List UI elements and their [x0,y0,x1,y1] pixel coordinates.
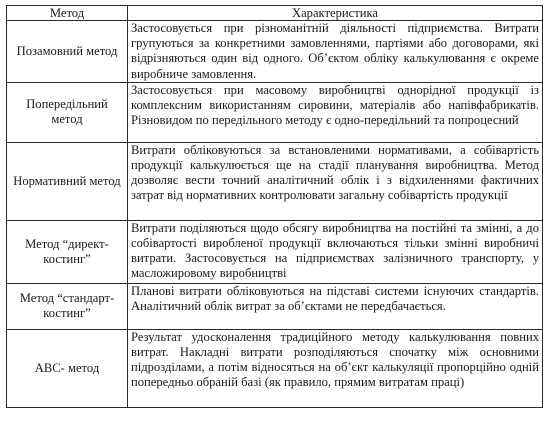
table-row [7,283,543,329]
method-cell: Метод “стандарт-костинг” [7,283,128,329]
header-method: Метод [7,6,128,21]
table-row [7,329,543,407]
method-cell: Позамовний метод [7,21,128,83]
table-row [7,21,543,83]
method-cell: Нормативний метод [7,142,128,220]
characteristic-cell: Витрати обліковуються за встановленими нормативами, а собівартість продукції калькулюється ще на стадії планування виробництва. Метод дозволяє вести точний аналітичний облік і з відхиленнями фактичних затрат від нормативних контролювати загальну собівартість продукції [128,142,543,220]
method-cell: Метод “директ-костинг” [7,220,128,283]
table-header [7,6,543,21]
characteristic-cell: Застосовується при різноманітній діяльності підприємства. Витрати групуються за конкретними замовленнями, партіями або договорами, які відрізняються один від одного. Об’єктом обліку калькулювання є окреме виробниче замовлення. [128,21,543,83]
characteristic-cell: Застосовується при масовому виробництві однорідної продукції із комплексним використанням сировини, матеріалів або напівфабрикатів. Різновидом по передільного методу є одно-передільний та попроцесний [128,82,543,142]
methods-table [6,5,543,408]
method-cell: АВС- метод [7,329,128,407]
header-row [7,6,543,21]
table-row [7,142,543,220]
header-characteristic: Характеристика [128,6,543,21]
characteristic-cell: Витрати поділяються щодо обсягу виробництва на постійні та змінні, а до собівартості виробленої продукції включаються тільки змінні виробничі витрати. Застосовується на підприємствах залізничного транспорту, у масложировому виробництві [128,220,543,283]
table-body [7,21,543,408]
characteristic-cell: Планові витрати обліковуються на підставі системи існуючих стандартів. Аналітичний облік витрат за об’єктами не передбачається. [128,283,543,329]
table-row [7,82,543,142]
characteristic-cell: Результат удосконалення традиційного методу калькулювання повних витрат. Накладні витрати розподіляються спочатку між основними підрозділами, а потім відносяться на об’єкт калькуляції пропорційно одній попередньо обраній базі (як правило, прямим витратам праці) [128,329,543,407]
method-cell: Попередільний метод [7,82,128,142]
table-row [7,220,543,283]
